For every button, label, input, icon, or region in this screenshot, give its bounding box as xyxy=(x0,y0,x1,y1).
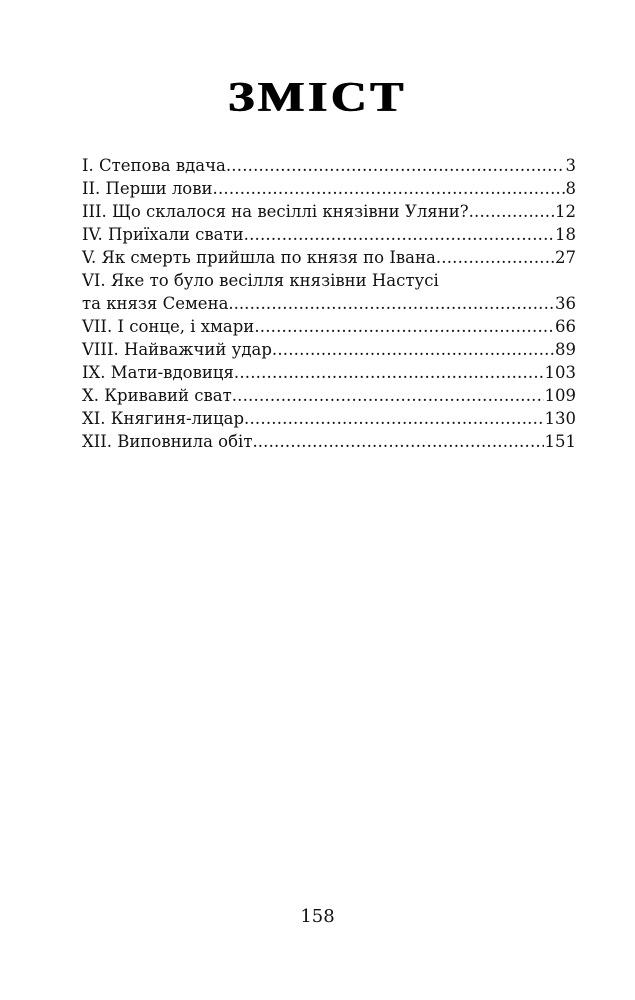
toc-entry-title: V. Як смерть прийшла по князя по Івана xyxy=(82,248,436,267)
toc-leader-dots xyxy=(244,292,554,315)
toc-entry-page: 3 xyxy=(565,156,576,175)
toc-entry-page: 12 xyxy=(555,202,576,221)
toc-entry-title: II. Перши лови xyxy=(82,179,213,198)
toc-leader-dots xyxy=(234,361,544,384)
toc-entry xyxy=(82,407,576,430)
toc-entry-page: 66 xyxy=(555,317,576,336)
table-of-contents xyxy=(82,154,576,453)
toc-entry xyxy=(82,154,576,177)
toc-leader-dots xyxy=(436,246,554,269)
toc-entry-page: 18 xyxy=(555,225,576,244)
page-number: 158 xyxy=(300,906,335,927)
toc-entry-title: XII. Виповнила обіт. xyxy=(82,432,258,451)
toc-entry-title-line1: VI. Яке то було весілля князівни Настусі xyxy=(82,271,439,290)
toc-leader-dots xyxy=(213,177,565,200)
toc-leader-dots xyxy=(272,338,554,361)
toc-entry-page: 8 xyxy=(565,179,576,198)
toc-entry xyxy=(82,200,576,223)
toc-entry-title: VIII. Найважчий удар xyxy=(82,340,272,359)
toc-leader-dots xyxy=(469,200,554,223)
toc-entry-title: IX. Мати-вдовиця xyxy=(82,363,234,382)
toc-entry-title: IV. Приїхали свати xyxy=(82,225,244,244)
toc-entry-title: XI. Княгиня-лицар xyxy=(82,409,245,428)
toc-entry-title: X. Кривавий сват xyxy=(82,386,232,405)
toc-entry-page: 36 xyxy=(555,294,576,313)
toc-entry xyxy=(82,315,576,338)
toc-entry-page: 89 xyxy=(555,340,576,359)
toc-leader-dots xyxy=(244,407,543,430)
toc-entry xyxy=(82,361,576,384)
toc-entry-title: III. Що склалося на весіллі князівни Уляни? xyxy=(82,202,469,221)
toc-entry-page: 109 xyxy=(544,386,576,405)
toc-entry xyxy=(82,177,576,200)
toc-entry xyxy=(82,338,576,361)
toc-entry-title: I. Степова вдача xyxy=(82,156,226,175)
toc-entry xyxy=(82,430,576,453)
toc-entry-page: 130 xyxy=(544,409,576,428)
toc-entry xyxy=(82,246,576,269)
toc-leader-dots xyxy=(232,384,544,407)
toc-entry-page: 103 xyxy=(544,363,576,382)
toc-entry xyxy=(82,269,576,315)
toc-leader-dots xyxy=(226,154,565,177)
toc-leader-dots xyxy=(244,223,554,246)
toc-entry-title: VII. І сонце, і хмари xyxy=(82,317,255,336)
toc-entry xyxy=(82,384,576,407)
toc-entry xyxy=(82,223,576,246)
toc-entry-title-line2-row xyxy=(82,292,576,315)
toc-entry-title-line2: та князя Семена... xyxy=(82,294,245,313)
toc-leader-dots xyxy=(254,315,554,338)
toc-entry-page: 27 xyxy=(555,248,576,267)
toc-leader-dots xyxy=(258,430,544,453)
toc-entry-page: 151 xyxy=(544,432,576,451)
page-title: ЗМІСТ xyxy=(228,75,407,121)
